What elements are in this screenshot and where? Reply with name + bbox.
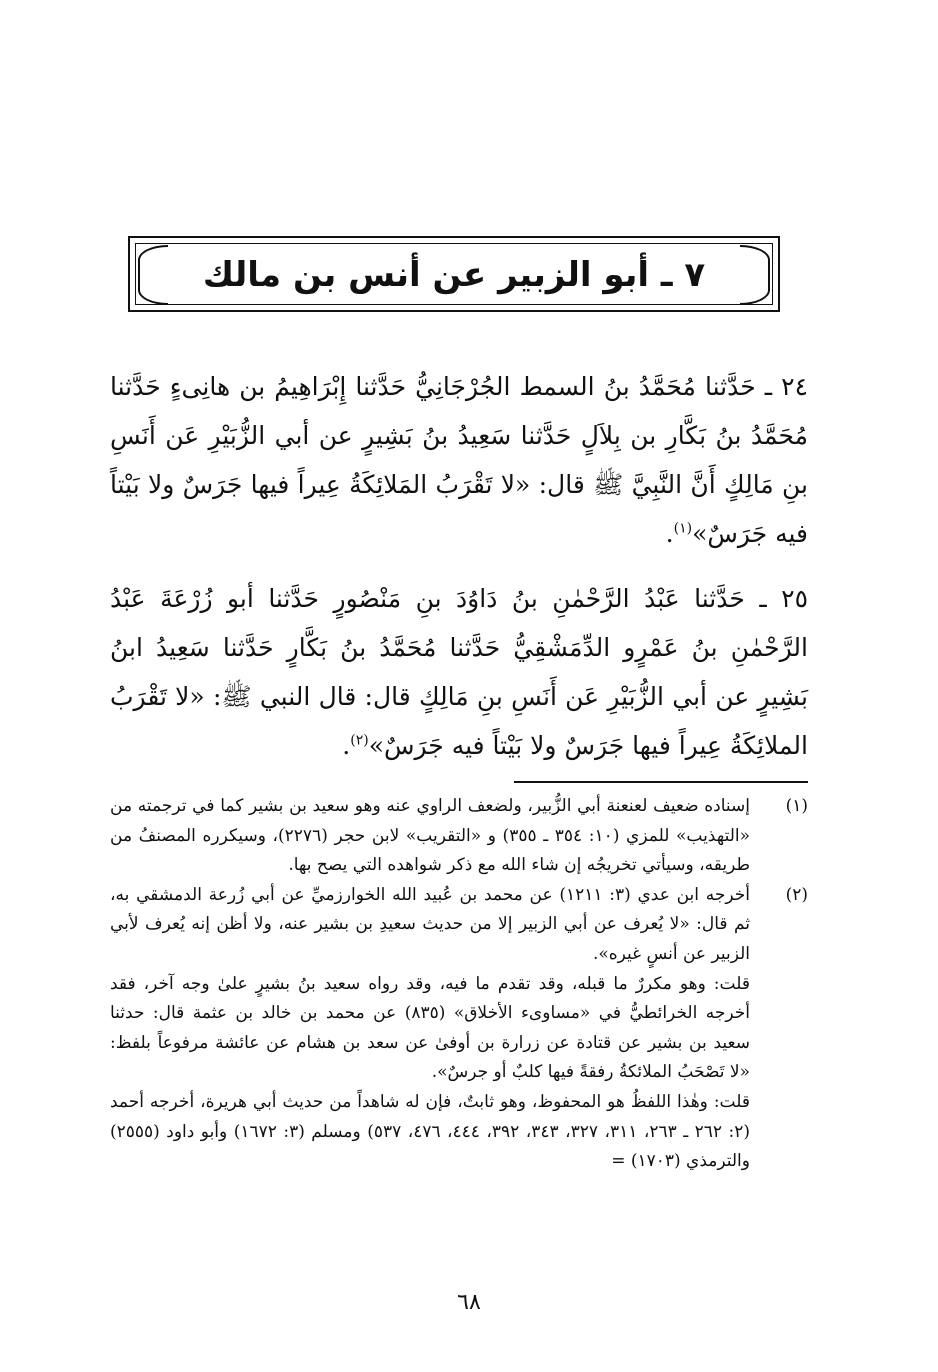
footnote-paragraph: أخرجه ابن عدي (٣: ١٢١١) عن محمد بن عُبيد الله الخوارزميِّ عن أبي زُرعة الدمشقي به، ثم قال: «لا يُعرف عن أبي الزبير إلا من حديث سعيدِ بن بشير عنه، ولا أظن إنه يُعرف لأبي الزبير عن أنسٍ غيره».: [110, 884, 750, 964]
footnote-1: [110, 792, 808, 881]
hadith-text: ٢٥ ـ حَدَّثنا عَبْدُ الرَّحْمٰنِ بنُ دَاوُدَ بنِ مَنْصُورٍ حَدَّثنا أبو زُرْعَةَ عَبْدُ الرَّحْمٰنِ بنُ عَمْرٍو الدِّمَشْقِيُّ حَدَّثنا مُحَمَّدُ بنُ بَكَّارٍ حَدَّثنا سَعِيدُ ابنُ بَشِيرٍ عن أبي الزُّبَيْرِ عَن أَنَسِ بنِ مَالِكٍ قال: قال النبي ﷺ: «لا تَقْرَبُ الملائِكَةُ عِيراً فيها جَرَسٌ ولا بَيْتاً فيه جَرَسٌ»: [110, 584, 808, 760]
hadith-25: [110, 574, 808, 770]
footnote-number: (١): [785, 796, 808, 816]
footnote-2: [110, 881, 808, 1177]
footnote-paragraph: قلت: وهٰذا اللفظُ هو المحفوظ، وهو ثابتٌ، فإن له شاهداً من حديث أبي هريرة، أخرجه أحمد (٢: ٢٦٢ ـ ٢٦٣، ٣١١، ٣٢٧، ٣٤٣، ٣٩٢، ٤٤٤، ٤٧٦، ٥٣٧) ومسلم (٣: ١٦٧٢) وأبو داود (٢٥٥٥) والترمذي (١٧٠٣) =: [110, 1091, 751, 1172]
page-number: ٦٨: [457, 1290, 481, 1315]
footnote-separator: [514, 781, 808, 783]
hadith-end: .: [342, 731, 351, 760]
hadith-text: ٢٤ ـ حَدَّثنا مُحَمَّدُ بنُ السمط الجُرْجَانِيُّ حَدَّثنا إِبْرَاهِيمُ بن هانِىءٍ حَدَّثنا مُحَمَّدُ بنُ بَكَّارِ بن بِلاَلٍ حَدَّثنا سَعِيدُ بنُ بَشِيرٍ عن أبي الزُّبَيْرِ عَن أَنَسِ بنِ مَالِكٍ أَنَّ النَّبِيَّ ﷺ قال: «لا تَقْرَبُ المَلائِكَةُ عِيراً فيها جَرَسٌ ولا بَيْتاً فيه جَرَسٌ»: [110, 372, 808, 548]
footnote-ref-1[interactable]: (١): [673, 520, 693, 537]
footnote-paragraph: قلت: وهو مكررٌ ما قبله، وقد تقدم ما فيه، وقد رواه سعيد بنُ بشيرٍ علىٰ وجه آخر، فقد أخرجه الخرائطيُّ في «مساوىء الأخلاق» (٨٣٥) عن محمد بن خالد بن عثمة قال: حدثنا سعيد بن بشير عن قتادة عن زرارة بن أوفىٰ عن سعد بن هشام عن عائشة مرفوعاً بلفظ: «لا تَصْحَبُ الملائكةُ رفقةً فيها كلبٌ أو جرسٌ».: [110, 973, 750, 1083]
footnote-ref-2[interactable]: (٢): [350, 732, 369, 749]
footnote-number: (٢): [785, 884, 808, 905]
hadith-end: .: [665, 519, 674, 548]
footnote-paragraph: إسناده ضعيف لعنعنة أبي الزُّبير، ولضعف الراوي عنه وهو سعيد بن بشير كما في ترجمته من «التهذيب» للمزي (١٠: ٣٥٤ ـ ٣٥٥) و «التقريب» لابن حجر (٢٢٧٦)، وسيكرره المصنفُ من طريقه، وسيأتي تخريجُه إن شاء الله مع ذكر شواهده التي يصح بها.: [110, 796, 751, 876]
footnotes: [110, 792, 808, 1177]
chapter-title: ٧ ـ أبو الزبير عن أنس بن مالك: [202, 255, 706, 295]
chapter-title-frame: [128, 236, 780, 312]
hadith-24: [110, 362, 808, 558]
